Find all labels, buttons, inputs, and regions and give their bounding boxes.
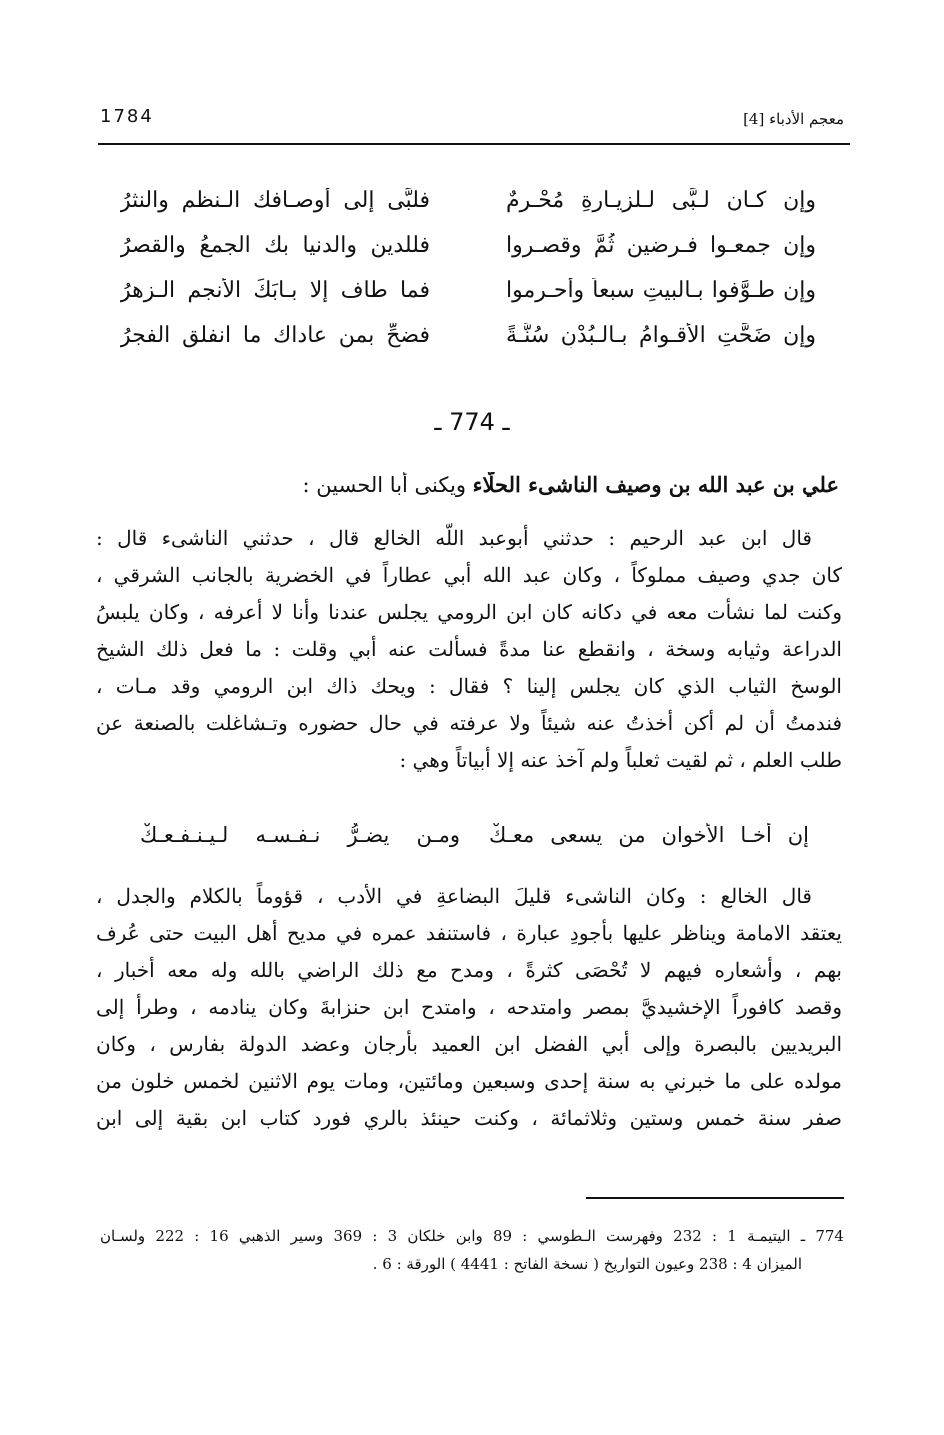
- body-line: صفر سنة خمس وستين وثلاثمائة ، وكنت حينئذ بالري فورد كتاب ابن بقية إلى ابن: [96, 1106, 842, 1130]
- entry-heading-name: علي بن عبد الله بن وصيف الناشىء الحلّاء: [472, 472, 839, 497]
- footnote-line: الميزان 4 : 238 وعيون التواريخ ( نسخة الفاتح : 4441 ) الورقة : 6 .: [372, 1255, 802, 1273]
- verse-first-hemistich: وإن ضَحَّتِ الأقـوامُ بـالـبُدْنِ سُنَّـةً: [506, 323, 816, 348]
- entry-number: ـ 774 ـ: [434, 408, 510, 436]
- poem-verse: [120, 268, 816, 313]
- body-line: الوسخ الثياب الذي كان يجلس إلينا ؟ فقال : ويحك ذاك ابن الرومي وقد مـات ،: [96, 674, 842, 698]
- body-line: كان جدي وصيف مملوكاً ، وكان عبد الله أبي عطاراً في الخضرية بالجانب الشرقي ،: [96, 563, 842, 587]
- running-title: معجم الأدباء [4]: [743, 110, 844, 128]
- verse-first-hemistich: وإن طـوَّفوا بـالبيتِ سبعاً وأحـرموا: [506, 278, 816, 303]
- body-line: طلب العلم ، ثم لقيت ثعلباً ولم آخذ عنه إلا أبياتاً وهي :: [399, 748, 842, 772]
- footnote-rule: [586, 1197, 844, 1199]
- poem-verse: [120, 178, 816, 223]
- verse-second-hemistich: فضحِّ بمن عاداك ما انفلق الفجرُ: [120, 323, 430, 348]
- poem-verse: [120, 223, 816, 268]
- verse-second-hemistich: فما طاف إلا بـابَكَ الأنجم الـزهرُ: [120, 278, 430, 303]
- verse-second-hemistich: ومـن يضـرُّ نـفـسـه لـيـنـفـعـكْ: [140, 823, 460, 847]
- verse-first-hemistich: وإن جمعـوا فـرضين ثُمَّ وقصـروا: [506, 233, 816, 258]
- verse-first-hemistich: وإن كـان لـبَّى لـلزيـارةِ مُحْـرِمٌ: [506, 188, 816, 213]
- verse-second-hemistich: فلبَّى إلى أوصـافك الـنظم والنثرُ: [120, 188, 430, 213]
- footnote-line: 774 ـ اليتيمـة 1 : 232 وفهرست الـطوسي : 89 وابن خلكان 3 : 369 وسير الذهبي 16 : 222 ولسـان: [100, 1227, 844, 1245]
- body-line: الدراعة وثيابه وسخة ، وانقطع عنا مدةً فسألت عنه أبي وقلت : ما فعل ذلك الشيخ: [96, 637, 842, 661]
- poem: [120, 178, 816, 358]
- verse-second-hemistich: فللدين والدنيا بك الجمعُ والقصرُ: [120, 233, 430, 258]
- body-line: وكنت لما نشأت معه في دكانه كان ابن الرومي يجلس عندنا وأنا لا أعرفه ، وكان يلبسُ: [96, 600, 842, 624]
- body-line: وقصد كافوراً الإخشيديَّ بمصر وامتدحه ، وامتدح ابن حنزابةَ وكان ينادمه ، وطرأ إلى: [96, 995, 842, 1019]
- page-number: 1784: [100, 106, 154, 127]
- body-line: البريديين بالبصرة وإلى أبي الفضل ابن العميد بأرجان وعضد الدولة بفارس ، وكان: [96, 1032, 842, 1056]
- body-line: يعتقد الامامة ويناظر عليها بأجودِ عبارة ، فاستنفد عمره في مديح أهل البيت حتى عُرف: [96, 921, 842, 945]
- entry-heading-kunya: ويكنى أبا الحسين :: [302, 473, 473, 497]
- poem-verse: [120, 313, 816, 358]
- body-line: قال الخالع : وكان الناشىء قليلَ البضاعةِ في الأدب ، قؤوماً بالكلام والجدل ،: [96, 884, 812, 908]
- body-line: بهم ، وأشعاره فيهم لا تُحْصَى كثرةً ، ومدح مع ذلك الراضي بالله وله معه أخبار ،: [96, 958, 842, 982]
- body-line: مولده على ما خبرني به سنة إحدى وسبعين ومائتين، ومات يوم الاثنين لخمس خلون من: [96, 1069, 842, 1093]
- body-line: قال ابن عبد الرحيم : حدثني أبوعبد اللّه الخالع قال ، حدثني الناشىء قال :: [96, 526, 812, 550]
- header-rule: [98, 143, 850, 145]
- verse-first-hemistich: إن أخـا الأخوان من يسعى معـكْ: [489, 823, 809, 847]
- body-line: فندمتُ أن لم أكن أخذتُ عنه شيئاً ولا عرفته في حال حضوره وتـشاغلت بالصنعة عن: [96, 711, 842, 735]
- paragraph-2: [96, 878, 842, 1137]
- paragraph-1: [96, 520, 842, 779]
- footnotes: [100, 1222, 844, 1278]
- inline-verse: [140, 815, 809, 855]
- entry-heading: [100, 472, 839, 497]
